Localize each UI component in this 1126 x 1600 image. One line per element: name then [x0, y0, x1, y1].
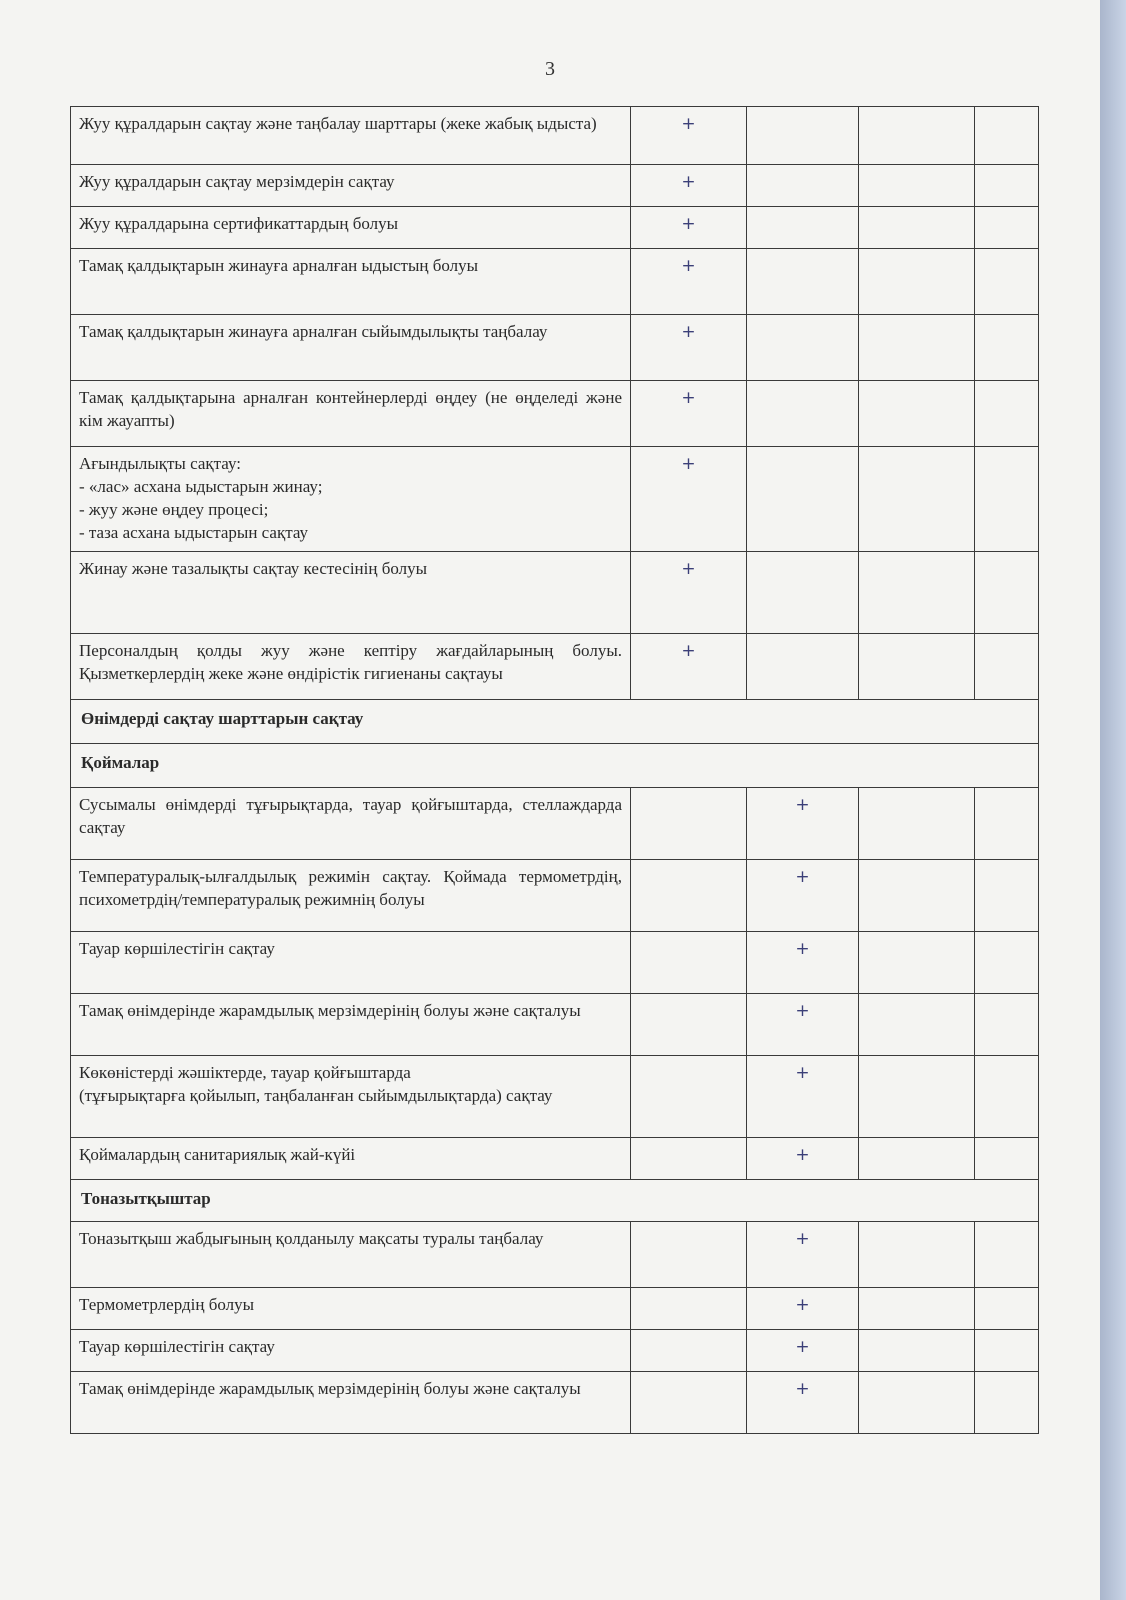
check-mark: + [747, 859, 859, 931]
empty-cell [631, 1221, 747, 1287]
table-row [71, 1137, 1039, 1179]
check-mark: + [631, 207, 747, 249]
empty-cell [975, 931, 1039, 993]
table-row [71, 931, 1039, 993]
empty-cell [975, 1221, 1039, 1287]
section-title: Қоймалар [71, 743, 1039, 787]
empty-cell [975, 447, 1039, 552]
empty-cell [859, 207, 975, 249]
check-mark: + [631, 107, 747, 165]
section-title: Өнімдерді сақтау шарттарын сақтау [71, 699, 1039, 743]
empty-cell [859, 993, 975, 1055]
checklist-body [71, 107, 1039, 1434]
table-row [71, 993, 1039, 1055]
empty-cell [859, 1329, 975, 1371]
empty-cell [975, 207, 1039, 249]
criterion-text: Термометрлердің болуы [71, 1287, 631, 1329]
criterion-text: Тамақ өнімдерінде жарамдылық мерзімдерінің болуы және сақталуы [71, 1371, 631, 1433]
check-mark: + [747, 1371, 859, 1433]
criterion-line: Көкөністерді жәшіктерде, тауар қойғыштарда [79, 1062, 411, 1082]
check-mark: + [631, 315, 747, 381]
empty-cell [975, 1055, 1039, 1137]
criterion-text: Жуу құралдарын сақтау және таңбалау шарттары (жеке жабық ыдыста) [71, 107, 631, 165]
criterion-text: Жуу құралдарына сертификаттардың болуы [71, 207, 631, 249]
check-mark: + [631, 447, 747, 552]
criterion-line: (тұғырықтарға қойылып, таңбаланған сыйымдылықтарда) сақтау [79, 1085, 553, 1105]
page-number: 3 [545, 58, 555, 80]
empty-cell [975, 165, 1039, 207]
checklist-table [70, 106, 1039, 1434]
check-mark: + [747, 1221, 859, 1287]
empty-cell [975, 249, 1039, 315]
table-row [71, 787, 1039, 859]
empty-cell [747, 633, 859, 699]
table-row [71, 381, 1039, 447]
empty-cell [859, 1371, 975, 1433]
check-mark: + [747, 1329, 859, 1371]
empty-cell [631, 1329, 747, 1371]
empty-cell [747, 165, 859, 207]
criterion-text: Тоназытқыш жабдығының қолданылу мақсаты туралы таңбалау [71, 1221, 631, 1287]
section-header-row [71, 699, 1039, 743]
table-row [71, 249, 1039, 315]
criterion-text: Тамақ қалдықтарын жинауға арналған ыдыстың болуы [71, 249, 631, 315]
table-row [71, 859, 1039, 931]
empty-cell [859, 1221, 975, 1287]
empty-cell [975, 381, 1039, 447]
criterion-text: Тауар көршілестігін сақтау [71, 931, 631, 993]
criterion-text: Тамақ өнімдерінде жарамдылық мерзімдерінің болуы және сақталуы [71, 993, 631, 1055]
criterion-text: Персоналдың қолды жуу және кептіру жағдайларының болуы. Қызметкерлердің жеке және өндірістік гигиенаны сақтауы [71, 633, 631, 699]
table-row [71, 1287, 1039, 1329]
check-mark: + [747, 1287, 859, 1329]
empty-cell [859, 315, 975, 381]
empty-cell [859, 165, 975, 207]
criterion-line: - «лас» асхана ыдыстарын жинау; [79, 476, 323, 496]
empty-cell [975, 633, 1039, 699]
table-row [71, 633, 1039, 699]
background-edge [1100, 0, 1126, 1600]
check-mark: + [747, 787, 859, 859]
empty-cell [975, 1371, 1039, 1433]
criterion-text: Температуралық-ылғалдылық режимін сақтау. Қоймада термометрдің, психометрдің/температуралық режимнің болуы [71, 859, 631, 931]
empty-cell [747, 381, 859, 447]
criterion-line: Ағындылықты сақтау: [79, 454, 241, 473]
check-mark: + [631, 381, 747, 447]
check-mark: + [631, 165, 747, 207]
empty-cell [859, 249, 975, 315]
table-row [71, 107, 1039, 165]
empty-cell [975, 859, 1039, 931]
empty-cell [631, 1055, 747, 1137]
criterion-text: Сусымалы өнімдерді тұғырықтарда, тауар қойғыштарда, стеллаждарда сақтау [71, 787, 631, 859]
empty-cell [859, 787, 975, 859]
table-row [71, 551, 1039, 633]
table-row [71, 315, 1039, 381]
empty-cell [859, 381, 975, 447]
empty-cell [631, 993, 747, 1055]
empty-cell [975, 551, 1039, 633]
table-row [71, 1221, 1039, 1287]
empty-cell [859, 1137, 975, 1179]
table-row [71, 165, 1039, 207]
empty-cell [631, 1371, 747, 1433]
empty-cell [631, 1287, 747, 1329]
empty-cell [859, 447, 975, 552]
criterion-line: - таза асхана ыдыстарын сақтау [79, 522, 309, 542]
section-title: Тоназытқыштар [71, 1179, 1039, 1221]
check-mark: + [631, 633, 747, 699]
check-mark: + [747, 993, 859, 1055]
criterion-text: Тауар көршілестігін сақтау [71, 1329, 631, 1371]
check-mark: + [747, 1055, 859, 1137]
criterion-text [71, 1055, 631, 1137]
empty-cell [859, 859, 975, 931]
empty-cell [975, 1329, 1039, 1371]
empty-cell [975, 315, 1039, 381]
table-row [71, 1055, 1039, 1137]
empty-cell [747, 249, 859, 315]
empty-cell [859, 1055, 975, 1137]
table-row [71, 447, 1039, 552]
empty-cell [859, 1287, 975, 1329]
empty-cell [975, 107, 1039, 165]
empty-cell [975, 1287, 1039, 1329]
table-row [71, 1329, 1039, 1371]
section-header-row [71, 743, 1039, 787]
criterion-text: Жинау және тазалықты сақтау кестесінің болуы [71, 551, 631, 633]
criterion-text: Жуу құралдарын сақтау мерзімдерін сақтау [71, 165, 631, 207]
empty-cell [859, 633, 975, 699]
empty-cell [631, 787, 747, 859]
criterion-text: Тамақ қалдықтарын жинауға арналған сыйымдылықты таңбалау [71, 315, 631, 381]
criterion-text [71, 447, 631, 552]
table-row [71, 207, 1039, 249]
criterion-text: Қоймалардың санитариялық жай-күйі [71, 1137, 631, 1179]
check-mark: + [631, 249, 747, 315]
empty-cell [975, 993, 1039, 1055]
section-header-row [71, 1179, 1039, 1221]
empty-cell [747, 447, 859, 552]
empty-cell [859, 551, 975, 633]
empty-cell [975, 787, 1039, 859]
empty-cell [747, 107, 859, 165]
empty-cell [631, 931, 747, 993]
empty-cell [859, 931, 975, 993]
criterion-text: Тамақ қалдықтарына арналған контейнерлерді өңдеу (не өңделеді және кім жауапты) [71, 381, 631, 447]
empty-cell [747, 315, 859, 381]
table-row [71, 1371, 1039, 1433]
check-mark: + [747, 931, 859, 993]
empty-cell [631, 859, 747, 931]
empty-cell [859, 107, 975, 165]
empty-cell [975, 1137, 1039, 1179]
empty-cell [631, 1137, 747, 1179]
empty-cell [747, 207, 859, 249]
check-mark: + [631, 551, 747, 633]
check-mark: + [747, 1137, 859, 1179]
criterion-line: - жуу және өңдеу процесі; [79, 499, 269, 519]
empty-cell [747, 551, 859, 633]
